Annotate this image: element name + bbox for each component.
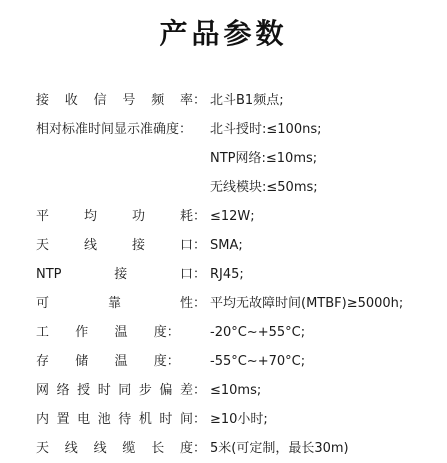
spec-row-cable-length — [36, 434, 441, 463]
spec-value: ≥10小时; — [210, 412, 268, 427]
spec-row-battery — [36, 405, 441, 434]
spec-label: 平 均 功 耗： — [36, 209, 206, 224]
spec-row-accuracy-wireless — [36, 173, 441, 202]
spec-row-reliability — [36, 289, 441, 318]
spec-row-frequency — [36, 86, 441, 115]
spec-label: 内 置 电 池 待 机 时 间： — [36, 412, 206, 427]
spec-value: 北斗B1频点; — [210, 93, 284, 108]
spec-label: 天 线 线 缆 长 度： — [36, 441, 206, 456]
page-title: 产品参数 — [159, 17, 288, 50]
spec-row-accuracy — [36, 115, 441, 144]
spec-value: -20°C~+55°C; — [210, 325, 306, 340]
spec-list — [36, 86, 441, 463]
spec-row-power — [36, 202, 441, 231]
spec-value: 北斗授时:≤100ns; — [210, 122, 322, 137]
spec-value: ≤12W; — [210, 209, 255, 224]
spec-value: 平均无故障时间(MTBF)≥5000h; — [210, 296, 404, 311]
spec-label: 相对标准时间显示准确度： — [36, 122, 193, 137]
spec-value: 5米(可定制，最长30m) — [210, 441, 349, 456]
spec-value: SMA; — [210, 238, 243, 253]
spec-value: -55°C~+70°C; — [210, 354, 306, 369]
spec-value: NTP网络:≤10ms; — [210, 151, 318, 166]
spec-value: RJ45; — [210, 267, 244, 282]
spec-row-ntp-port — [36, 260, 441, 289]
spec-value: 无线模块:≤50ms; — [210, 180, 318, 195]
spec-row-operating-temp — [36, 318, 441, 347]
spec-row-accuracy-ntp — [36, 144, 441, 173]
spec-row-storage-temp — [36, 347, 441, 376]
spec-row-sync-deviation — [36, 376, 441, 405]
spec-row-antenna-port — [36, 231, 441, 260]
spec-label: 接 收 信 号 频 率： — [36, 93, 206, 108]
spec-label: 存 储 温 度： — [36, 354, 180, 369]
spec-label: NTP 接 口： — [36, 267, 206, 282]
spec-label: 工 作 温 度： — [36, 325, 180, 340]
spec-label: 可 靠 性： — [36, 296, 206, 311]
spec-value: ≤10ms; — [210, 383, 262, 398]
spec-label: 网 络 授 时 同 步 偏 差： — [36, 383, 206, 398]
spec-label: 天 线 接 口： — [36, 238, 206, 253]
